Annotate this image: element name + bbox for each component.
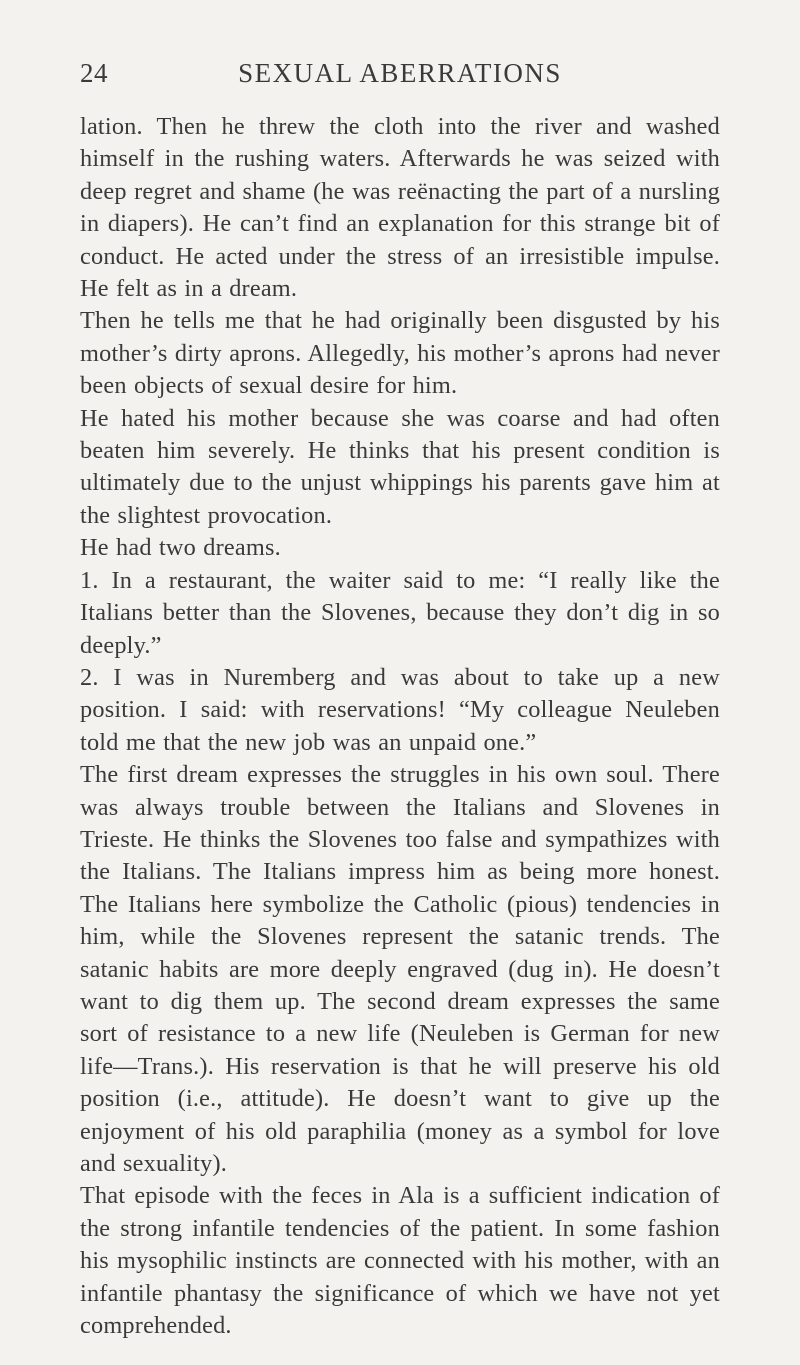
paragraph: He hated his mother because she was coarse and had often beaten him severely. He thinks that his present condition is ultimately due to the unjust whippings his parents gave him at the slightest provocation.: [80, 404, 720, 529]
page-header: [80, 58, 720, 98]
paragraph: He had two dreams.: [80, 534, 281, 562]
running-head: SEXUAL ABERRATIONS: [238, 58, 562, 88]
paragraph-dream-one: 1. In a restaurant, the waiter said to me: “I really like the Italians better than the Slovenes, because they don’t dig in so deeply.”: [80, 566, 720, 659]
paragraph-dream-two: 2. I was in Nuremberg and was about to take up a new position. I said: with reservations! “My colleague Neuleben told me that the new job was an unpaid one.”: [80, 663, 720, 756]
paragraph: Then he tells me that he had originally been disgusted by his mother’s dirty aprons. Allegedly, his mother’s aprons had never been objects of sexual desire for him.: [80, 307, 720, 400]
paragraph: lation. Then he threw the cloth into the river and washed himself in the rushing waters. Afterwards he was seized with deep regret and shame (he was reënacting the part of a nursling in diapers). He can’t find an explanation for this strange bit of conduct. He acted under the stress of an irresistible impulse. He felt as in a dream.: [80, 113, 720, 303]
paragraph: That episode with the feces in Ala is a sufficient indication of the strong infantile tendencies of the patient. In some fashion his mysophilic instincts are connected with his mother, with an infantile phantasy the significance of which we have not yet comprehended.: [80, 1182, 720, 1340]
page-number: 24: [80, 58, 108, 88]
paragraph: The first dream expresses the struggles in his own soul. There was always trouble between the Italians and Slovenes in Trieste. He thinks the Slovenes too false and sympathizes with the Italians. The Italians impress him as being more honest. The Italians here symbolize the Catholic (pious) tendencies in him, while the Slovenes represent the satanic trends. The satanic habits are more deeply engraved (dug in). He doesn’t want to dig them up. The second dream expresses the same sort of resistance to a new life (Neuleben is German for new life—Trans.). His reservation is that he will preserve his old position (i.e., attitude). He doesn’t want to give up the enjoyment of his old paraphilia (money as a symbol for love and sexuality).: [80, 761, 720, 1177]
body-text: [80, 111, 720, 1342]
